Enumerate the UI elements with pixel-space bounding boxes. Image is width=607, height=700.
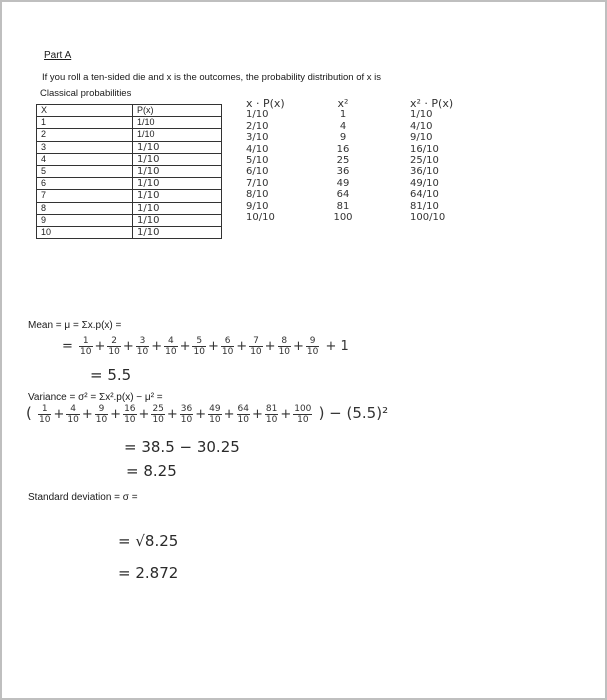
- variance-fraction: [265, 404, 278, 425]
- numerator: 81: [265, 404, 278, 414]
- column-header-px: P(x): [133, 105, 222, 117]
- x-px-value: 4/10: [246, 143, 269, 155]
- plus-sign: +: [151, 339, 163, 354]
- plus-sign: +: [179, 339, 191, 354]
- mean-prefix: =: [62, 339, 73, 354]
- variance-fraction: [66, 404, 79, 425]
- x-squared-value: 16: [336, 143, 350, 155]
- numerator: 36: [180, 404, 193, 414]
- x-cell: 3: [37, 141, 133, 153]
- variance-fraction: [151, 404, 164, 425]
- variance-fraction: [38, 404, 51, 425]
- x-squared-value: 36: [336, 166, 350, 178]
- variance-fraction: [208, 404, 221, 425]
- table-row: [37, 141, 222, 153]
- px-cell: 1/10: [133, 190, 222, 202]
- x-squared-px-value: 36/10: [410, 166, 439, 178]
- x-squared-value: 4: [339, 120, 347, 132]
- denominator: 10: [165, 347, 177, 357]
- denominator: 10: [39, 415, 51, 425]
- mean-fraction: [221, 336, 234, 357]
- x-px-value: 10/10: [246, 212, 275, 224]
- plus-sign: +: [195, 407, 207, 422]
- x-squared-value: 9: [339, 132, 347, 144]
- denominator: 10: [193, 347, 205, 357]
- x-squared-value: 1: [339, 109, 347, 121]
- denominator: 10: [221, 347, 234, 357]
- numerator: 5: [192, 336, 205, 347]
- numerator: 1: [79, 336, 92, 347]
- mean-fraction: [136, 336, 149, 357]
- x-px-value: 6/10: [246, 166, 269, 178]
- x-cell: 2: [37, 129, 133, 141]
- numerator: 8: [278, 336, 291, 347]
- plus-sign: +: [264, 339, 276, 354]
- variance-label: Variance = σ² = Σx².p(x) − μ² =: [28, 392, 163, 403]
- x-squared-column: [332, 98, 354, 223]
- probability-table: [36, 104, 222, 239]
- plus-sign: +: [110, 407, 122, 422]
- table-row: [37, 214, 222, 226]
- plus-sign: +: [293, 339, 304, 354]
- x-squared-value: 100: [333, 212, 353, 224]
- x-cell: 4: [37, 153, 133, 165]
- x-squared-px-header: x² · P(x): [410, 97, 454, 110]
- variance-open-paren: (: [26, 404, 32, 422]
- x-px-value: 8/10: [246, 189, 269, 201]
- numerator: 2: [107, 336, 120, 347]
- denominator: 10: [306, 347, 319, 357]
- denominator: 10: [180, 415, 193, 425]
- x-cell: 6: [37, 178, 133, 190]
- stddev-sqrt: = √8.25: [118, 532, 179, 550]
- numerator: 4: [164, 336, 177, 347]
- table-row: [37, 178, 222, 190]
- table-row: [37, 190, 222, 202]
- mean-fraction: [192, 336, 205, 357]
- denominator: 10: [209, 415, 221, 425]
- x-px-value: 1/10: [246, 109, 269, 121]
- denominator: 10: [67, 415, 79, 425]
- plus-sign: +: [122, 339, 134, 354]
- plus-sign: +: [251, 407, 263, 422]
- px-cell: 1/10: [133, 226, 222, 238]
- variance-fraction: [237, 404, 250, 425]
- x-squared-value: 81: [336, 200, 350, 212]
- stddev-result: = 2.872: [118, 564, 179, 582]
- x-px-header: x · P(x): [246, 97, 285, 110]
- variance-fraction: [293, 404, 312, 425]
- variance-close: ) − (5.5)²: [318, 404, 389, 422]
- table-row: [37, 129, 222, 141]
- px-cell: 1/10: [133, 214, 222, 226]
- x-cell: 7: [37, 190, 133, 202]
- plus-sign: +: [207, 339, 219, 354]
- x-cell: 5: [37, 165, 133, 177]
- x-squared-px-column: [410, 98, 453, 223]
- table-subtitle: Classical probabilities: [40, 88, 132, 99]
- numerator: 6: [221, 336, 234, 347]
- mean-fraction: [306, 336, 319, 357]
- x-squared-value: 49: [336, 177, 350, 189]
- mean-result: = 5.5: [90, 366, 132, 384]
- denominator: 10: [80, 347, 92, 357]
- numerator: 9: [95, 404, 108, 415]
- denominator: 10: [237, 415, 249, 425]
- stddev-label: Standard deviation = σ =: [28, 492, 138, 503]
- plus-sign: +: [280, 407, 292, 422]
- plus-sign: +: [236, 339, 248, 354]
- denominator: 10: [95, 415, 108, 425]
- px-cell: 1/10: [133, 178, 222, 190]
- px-cell: 1/10: [133, 129, 222, 141]
- x-squared-px-value: 64/10: [410, 189, 439, 201]
- px-cell: 1/10: [133, 165, 222, 177]
- denominator: 10: [152, 415, 164, 425]
- x-squared-px-value: 25/10: [410, 155, 439, 167]
- numerator: 25: [152, 404, 164, 414]
- px-cell: 1/10: [133, 117, 222, 129]
- plus-sign: +: [223, 407, 235, 422]
- variance-fraction: [95, 404, 108, 425]
- x-squared-px-value: 1/10: [410, 109, 433, 121]
- mean-fraction: [107, 336, 120, 357]
- denominator: 10: [297, 415, 309, 425]
- x-px-value: 2/10: [246, 120, 269, 132]
- mean-label: Mean = μ = Σx.p(x) =: [28, 320, 122, 331]
- numerator: 4: [66, 404, 79, 415]
- mean-tail: + 1: [325, 339, 349, 354]
- x-squared-px-value: 49/10: [410, 177, 439, 189]
- x-cell: 1: [37, 117, 133, 129]
- mean-expansion: [62, 336, 349, 357]
- x-cell: 9: [37, 214, 133, 226]
- x-squared-px-value: 100/10: [410, 212, 446, 224]
- denominator: 10: [265, 415, 278, 425]
- plus-sign: +: [53, 407, 65, 422]
- x-cell: 10: [37, 226, 133, 238]
- mean-fraction: [249, 336, 262, 357]
- numerator: 9: [306, 336, 319, 347]
- denominator: 10: [250, 347, 262, 357]
- plus-sign: +: [81, 407, 93, 422]
- mean-fraction: [79, 336, 92, 357]
- plus-sign: +: [94, 339, 106, 354]
- mean-fraction: [164, 336, 177, 357]
- variance-step: = 38.5 − 30.25: [124, 438, 240, 456]
- x-px-value: 5/10: [246, 155, 269, 167]
- numerator: 7: [249, 336, 262, 347]
- px-cell: 1/10: [133, 153, 222, 165]
- px-cell: 1/10: [133, 202, 222, 214]
- part-label: Part A: [44, 50, 72, 61]
- x-px-column: [246, 98, 285, 223]
- x-squared-px-value: 4/10: [410, 120, 433, 132]
- column-header-x: X: [37, 105, 133, 117]
- numerator: 1: [38, 404, 51, 415]
- table-row: [37, 153, 222, 165]
- table-row: [37, 202, 222, 214]
- denominator: 10: [136, 347, 149, 357]
- px-cell: 1/10: [133, 141, 222, 153]
- plus-sign: +: [138, 407, 150, 422]
- x-squared-px-value: 16/10: [410, 143, 439, 155]
- x-squared-px-value: 9/10: [410, 132, 433, 144]
- table-row: [37, 226, 222, 238]
- x-px-value: 9/10: [246, 200, 269, 212]
- numerator: 49: [209, 404, 221, 414]
- table-header-row: [37, 105, 222, 117]
- plus-sign: +: [166, 407, 178, 422]
- x-squared-value: 64: [336, 189, 350, 201]
- denominator: 10: [124, 415, 136, 425]
- variance-result: = 8.25: [126, 462, 177, 480]
- denominator: 10: [278, 347, 291, 357]
- variance-fraction: [123, 404, 136, 425]
- question-text: If you roll a ten-sided die and x is the outcomes, the probability distribution of x is: [42, 72, 382, 83]
- mean-fraction: [278, 336, 291, 357]
- x-squared-px-value: 81/10: [410, 200, 439, 212]
- x-squared-value: 25: [336, 155, 350, 167]
- numerator: 64: [237, 404, 249, 414]
- x-cell: 8: [37, 202, 133, 214]
- table-row: [37, 165, 222, 177]
- denominator: 10: [108, 347, 120, 357]
- x-px-value: 7/10: [246, 177, 269, 189]
- numerator: 100: [294, 404, 312, 414]
- variance-expansion: [26, 404, 388, 425]
- variance-fraction: [180, 404, 193, 425]
- x-px-value: 3/10: [246, 132, 269, 144]
- numerator: 16: [124, 404, 136, 414]
- x-squared-header: x²: [337, 97, 349, 110]
- table-row: [37, 117, 222, 129]
- numerator: 3: [136, 336, 149, 347]
